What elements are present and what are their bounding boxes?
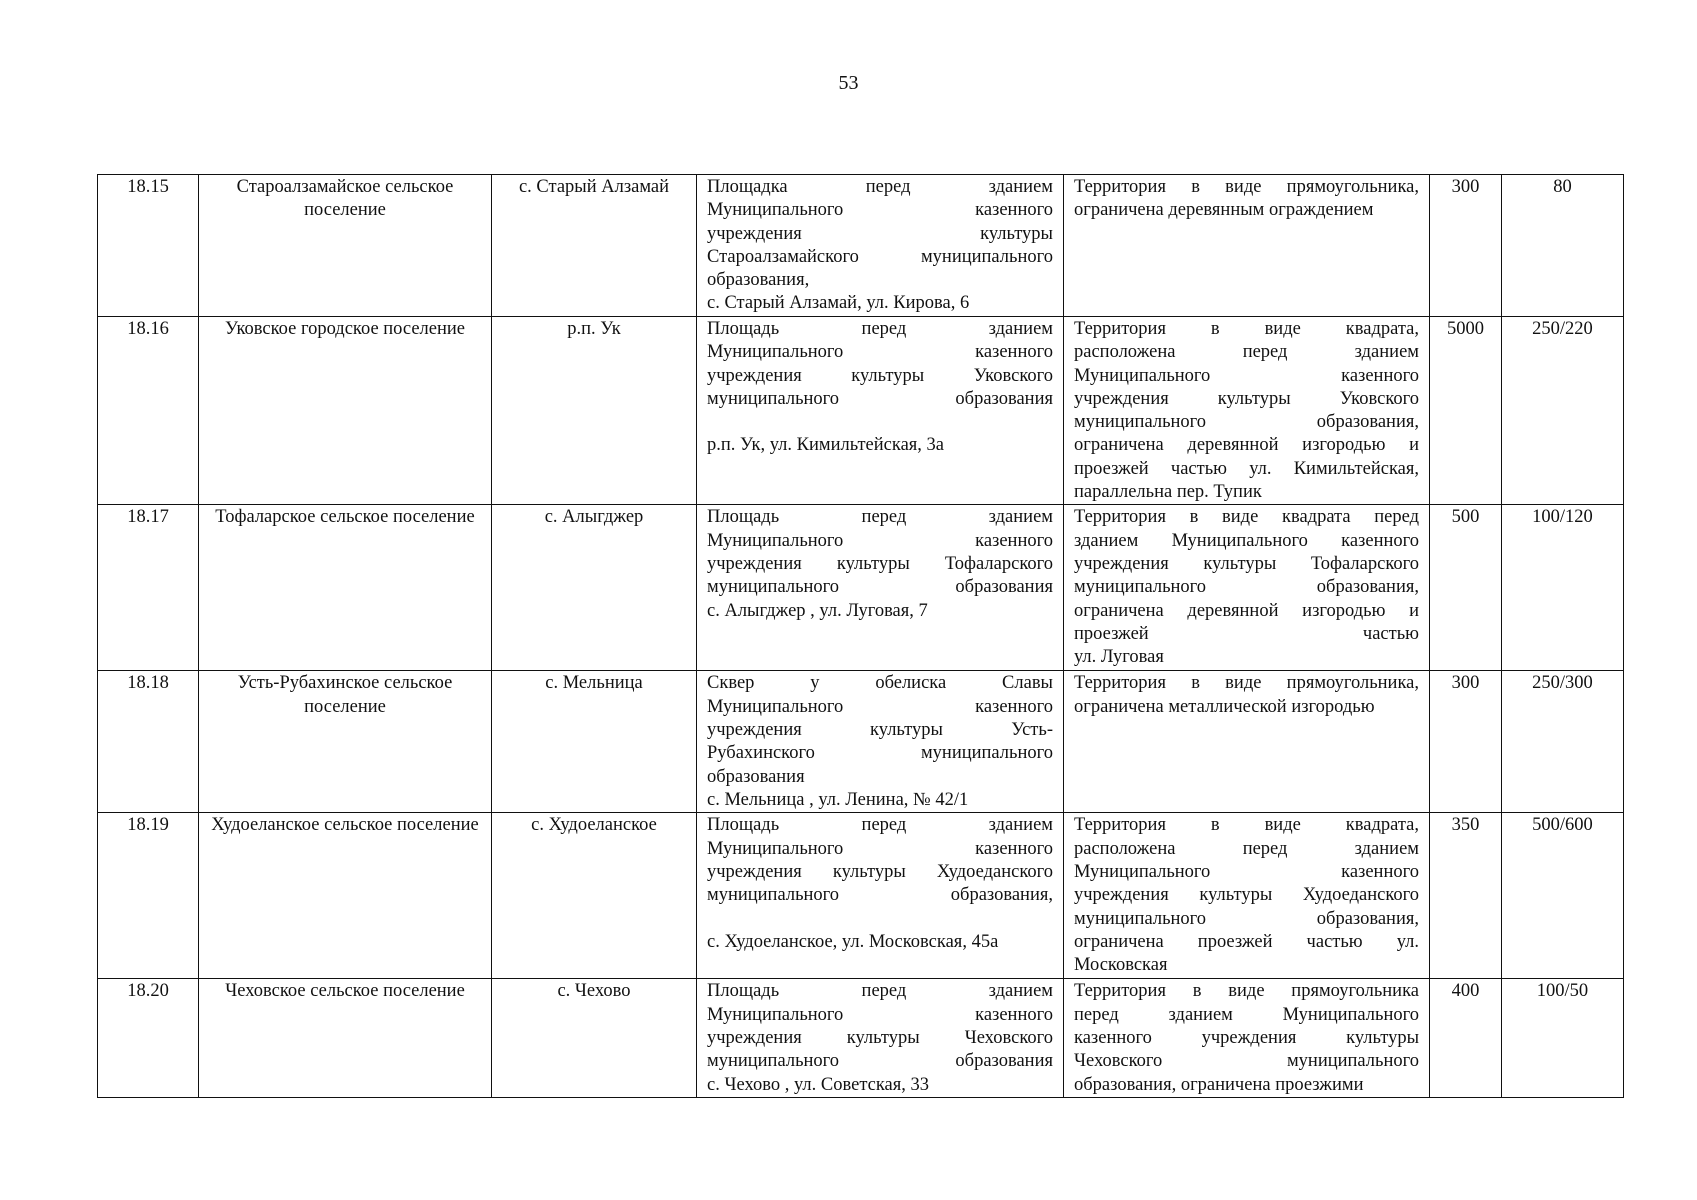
description-cell xyxy=(1064,317,1430,505)
description-cell xyxy=(1064,505,1430,671)
cell-line: зданием Муниципального казенного xyxy=(1074,530,1419,551)
place-cell xyxy=(697,813,1064,979)
area-cell: 5000 xyxy=(1430,317,1502,505)
blank-line xyxy=(707,411,1053,434)
cell-line: учреждения культуры Тофаларского xyxy=(707,553,1053,574)
cell-line: учреждения культуры Чеховского xyxy=(707,1027,1053,1048)
cell-line: ограничена деревянным ограждением xyxy=(1074,200,1374,221)
capacity-cell: 100/120 xyxy=(1502,505,1624,671)
cell-line: казенного учреждения культуры xyxy=(1074,1027,1419,1048)
capacity-cell: 500/600 xyxy=(1502,813,1624,979)
cell-line: ограничена деревянной изгородью и xyxy=(1074,435,1419,456)
cell-line: Муниципального казенного xyxy=(707,200,1053,221)
cell-line: образования, ограничена проезжими xyxy=(1074,1074,1364,1095)
table-row xyxy=(98,671,1624,813)
row-number-cell: 18.20 xyxy=(98,979,199,1097)
cell-line: проезжей частью xyxy=(1074,623,1419,644)
cell-line: Территория в виде прямоугольника xyxy=(1074,981,1419,1002)
cell-line: муниципального образования, xyxy=(1074,577,1419,598)
table-row xyxy=(98,979,1624,1097)
cell-line: муниципального образования, xyxy=(707,885,1053,906)
table-row xyxy=(98,505,1624,671)
cell-line: муниципального образования, xyxy=(1074,412,1419,433)
municipality-cell: Староалзамайское сельское поселение xyxy=(199,175,492,317)
cell-line: учреждения культуры Уковского xyxy=(1074,388,1419,409)
cell-line: Муниципального казенного xyxy=(1074,861,1419,882)
municipality-cell: Тофаларское сельское поселение xyxy=(199,505,492,671)
place-cell xyxy=(697,979,1064,1097)
cell-line: с. Старый Алзамай, ул. Кирова, 6 xyxy=(707,293,970,314)
description-cell xyxy=(1064,813,1430,979)
cell-line: расположена перед зданием xyxy=(1074,838,1419,859)
settlement-cell: с. Старый Алзамай xyxy=(492,175,697,317)
municipality-cell: Чеховское сельское поселение xyxy=(199,979,492,1097)
area-cell: 350 xyxy=(1430,813,1502,979)
area-cell: 500 xyxy=(1430,505,1502,671)
cell-line: Муниципального казенного xyxy=(707,342,1053,363)
cell-line: Муниципального казенного xyxy=(707,696,1053,717)
settlement-cell: с. Алыгджер xyxy=(492,505,697,671)
cell-line: Муниципального казенного xyxy=(1074,365,1419,386)
cell-line: образования, xyxy=(707,270,810,291)
description-cell xyxy=(1064,671,1430,813)
cell-line: Территория в виде квадрата, xyxy=(1074,319,1419,339)
cell-line: Территория в виде прямоугольника, xyxy=(1074,177,1419,197)
description-cell xyxy=(1064,175,1430,317)
table-row xyxy=(98,175,1624,317)
cell-line: р.п. Ук, ул. Кимильтейская, 3а xyxy=(707,435,945,456)
cell-line: Рубахинского муниципального xyxy=(707,743,1053,764)
area-cell: 400 xyxy=(1430,979,1502,1097)
table-row xyxy=(98,813,1624,979)
cell-line: Территория в виде квадрата перед xyxy=(1074,507,1419,528)
table-body xyxy=(98,175,1624,1098)
settlement-cell: с. Мельница xyxy=(492,671,697,813)
cell-line: муниципального образования xyxy=(707,577,1053,598)
cell-line: Территория в виде квадрата, xyxy=(1074,815,1419,836)
municipality-cell: Уковское городское поселение xyxy=(199,317,492,505)
cell-line: образования xyxy=(707,766,805,787)
table-row xyxy=(98,317,1624,505)
row-number-cell: 18.15 xyxy=(98,175,199,317)
cell-line: муниципального образования, xyxy=(1074,908,1419,929)
row-number-cell: 18.17 xyxy=(98,505,199,671)
cell-line: Чеховского муниципального xyxy=(1074,1051,1419,1072)
cell-line: Муниципального казенного xyxy=(707,1004,1053,1025)
cell-line: с. Мельница , ул. Ленина, № 42/1 xyxy=(707,789,969,810)
capacity-cell: 80 xyxy=(1502,175,1624,317)
place-cell xyxy=(697,671,1064,813)
page-number: 53 xyxy=(838,72,859,94)
settlement-cell: с. Худоеланское xyxy=(492,813,697,979)
place-cell xyxy=(697,317,1064,505)
cell-line: ограничена металлической изгородью xyxy=(1074,696,1375,717)
cell-line: с. Худоеланское, ул. Московская, 45а xyxy=(707,931,999,952)
cell-line: с. Алыгджер , ул. Луговая, 7 xyxy=(707,600,928,621)
cell-line: ограничена проезжей частью ул. xyxy=(1074,931,1419,952)
cell-line: расположена перед зданием xyxy=(1074,342,1419,363)
cell-line: Площадь перед зданием xyxy=(707,981,1053,1002)
row-number-cell: 18.18 xyxy=(98,671,199,813)
cell-line: учреждения культуры Худоеданского xyxy=(707,861,1053,882)
blank-line xyxy=(707,908,1053,931)
cell-line: проезжей частью ул. Кимильтейская, xyxy=(1074,458,1419,479)
cell-line: муниципального образования xyxy=(707,388,1053,409)
settlement-cell: с. Чехово xyxy=(492,979,697,1097)
cell-line: Муниципального казенного xyxy=(707,530,1053,551)
cell-line: ограничена деревянной изгородью и xyxy=(1074,600,1419,621)
cell-line: Сквер у обелиска Славы xyxy=(707,673,1053,694)
municipality-cell: Худоеланское сельское поселение xyxy=(199,813,492,979)
row-number-cell: 18.19 xyxy=(98,813,199,979)
capacity-cell: 250/300 xyxy=(1502,671,1624,813)
cell-line: муниципального образования xyxy=(707,1051,1053,1072)
cell-line: Староалзамайского муниципального xyxy=(707,246,1053,267)
cell-line: учреждения культуры Тофаларского xyxy=(1074,553,1419,574)
settlement-cell: р.п. Ук xyxy=(492,317,697,505)
municipality-cell: Усть-Рубахинское сельское поселение xyxy=(199,671,492,813)
area-cell: 300 xyxy=(1430,175,1502,317)
cell-line: учреждения культуры Худоеданского xyxy=(1074,885,1419,906)
cell-line: Площадь перед зданием xyxy=(707,815,1053,836)
place-cell xyxy=(697,505,1064,671)
capacity-cell: 100/50 xyxy=(1502,979,1624,1097)
row-number-cell: 18.16 xyxy=(98,317,199,505)
cell-line: Площадь перед зданием xyxy=(707,319,1053,339)
cell-line: Муниципального казенного xyxy=(707,838,1053,859)
description-cell xyxy=(1064,979,1430,1097)
cell-line: учреждения культуры xyxy=(707,223,1053,244)
place-cell xyxy=(697,175,1064,317)
cell-line: Площадка перед зданием xyxy=(707,177,1053,197)
cell-line: Площадь перед зданием xyxy=(707,507,1053,528)
cell-line: ул. Луговая xyxy=(1074,647,1164,668)
cell-line: Территория в виде прямоугольника, xyxy=(1074,673,1419,694)
cell-line: учреждения культуры Уковского xyxy=(707,365,1053,386)
registry-table xyxy=(97,174,1624,1098)
cell-line: с. Чехово , ул. Советская, 33 xyxy=(707,1074,930,1095)
cell-line: параллельна пер. Тупик xyxy=(1074,482,1262,503)
area-cell: 300 xyxy=(1430,671,1502,813)
cell-line: учреждения культуры Усть- xyxy=(707,719,1053,740)
cell-line: перед зданием Муниципального xyxy=(1074,1004,1419,1025)
capacity-cell: 250/220 xyxy=(1502,317,1624,505)
cell-line: Московская xyxy=(1074,955,1168,976)
